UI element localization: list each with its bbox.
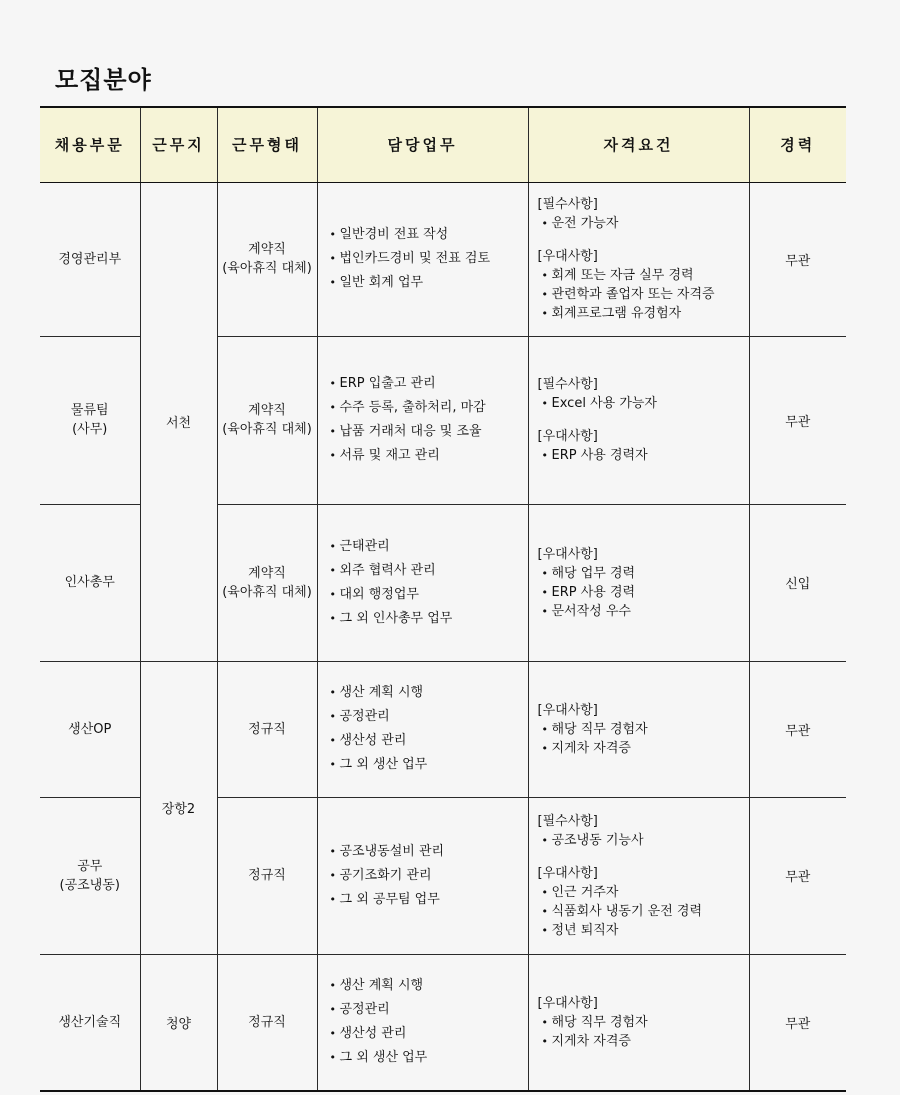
list-item: • 정년 퇴직자 (542, 921, 749, 940)
qualification-section (538, 864, 749, 940)
list-item: • 납품 거래처 대응 및 조율 (330, 420, 528, 444)
list-item: • 서류 및 재고 관리 (330, 444, 528, 468)
qualification-header: [필수사항] (537, 377, 598, 392)
header-dept: 채용부문 (40, 107, 140, 182)
cell-line: 물류팀 (70, 403, 109, 418)
list-item: • 관련학과 졸업자 또는 자격증 (542, 285, 749, 304)
duties-cell (317, 954, 528, 1091)
employment-type-cell (217, 504, 317, 661)
qualification-header: [우대사항] (537, 995, 598, 1011)
qualifications-cell (528, 182, 749, 336)
list-item: • 해당 직무 경험자 (542, 720, 749, 739)
table-row (40, 182, 846, 336)
list-item: • 식품회사 냉동기 운전 경력 (542, 902, 749, 921)
career-cell: 무관 (749, 336, 846, 504)
qualifications-cell (528, 797, 749, 954)
qualification-section (538, 195, 749, 233)
cell-line: 공무 (77, 858, 103, 874)
page-title: 모집분야 (55, 66, 152, 94)
dept-cell (40, 182, 140, 336)
table-header-row (40, 107, 846, 182)
list-item: • 대외 행정업무 (330, 583, 528, 607)
list-item: • 그 외 생산 업무 (330, 1046, 528, 1070)
qualifications-cell (528, 954, 749, 1091)
cell-line: (육아휴직 대체) (222, 261, 312, 276)
duties-cell (317, 504, 528, 661)
location-cell: 청양 (140, 954, 217, 1091)
dept-cell (40, 504, 140, 661)
dept-cell (40, 954, 140, 1091)
list-item: • 수주 등록, 출하처리, 마감 (330, 396, 528, 420)
cell-line: (육아휴직 대체) (222, 584, 312, 600)
cell-line: 정규직 (248, 868, 286, 883)
dept-cell (40, 336, 140, 504)
career-cell: 무관 (749, 954, 846, 1091)
list-item: • 지게차 자격증 (542, 1032, 749, 1051)
list-item: • 인근 거주자 (542, 883, 749, 902)
list-item: • 회계 또는 자금 실무 경력 (542, 266, 749, 285)
list-item: • 외주 협력사 관리 (330, 559, 528, 583)
dept-cell (40, 661, 140, 797)
qualification-section (538, 812, 749, 850)
qualification-section (538, 701, 749, 758)
list-item: • 법인카드경비 및 전표 검토 (330, 247, 528, 271)
duties-cell (317, 182, 528, 336)
header-location: 근무지 (140, 107, 217, 182)
cell-line: 생산기술직 (58, 1014, 122, 1030)
list-item: • 공정관리 (330, 998, 528, 1022)
list-item: • ERP 사용 경력 (542, 583, 749, 602)
qualifications-cell (528, 504, 749, 661)
list-item: • 그 외 생산 업무 (330, 753, 528, 777)
career-cell: 무관 (749, 661, 846, 797)
list-item: • 문서작성 우수 (542, 602, 749, 621)
list-item: • 공기조화기 관리 (330, 864, 528, 888)
list-item: • 공정관리 (330, 705, 528, 729)
list-item: • ERP 사용 경력자 (542, 446, 749, 465)
list-item: • Excel 사용 가능자 (542, 394, 749, 413)
qualification-header: [우대사항] (537, 865, 598, 881)
qualification-section (538, 375, 749, 413)
qualification-header: [필수사항] (537, 813, 598, 829)
list-item: • 근태관리 (330, 535, 528, 559)
list-item: • 회계프로그램 유경험자 (542, 304, 749, 323)
list-item: • 생산성 관리 (330, 1022, 528, 1046)
employment-type-cell (217, 954, 317, 1091)
employment-type-cell (217, 182, 317, 336)
career-cell: 무관 (749, 797, 846, 954)
qualification-header: [우대사항] (537, 249, 598, 264)
qualifications-cell (528, 661, 749, 797)
cell-line: 생산OP (68, 721, 112, 737)
list-item: • 공조냉동 기능사 (542, 831, 749, 850)
qualification-header: [필수사항] (537, 197, 598, 212)
header-type: 근무형태 (217, 107, 317, 182)
duties-cell (317, 661, 528, 797)
cell-line: 정규직 (248, 1014, 286, 1030)
table-row (40, 954, 846, 1091)
recruitment-table (40, 106, 846, 1092)
header-qualifications: 자격요건 (528, 107, 749, 182)
qualification-header: [우대사항] (537, 429, 598, 444)
cell-line: 계약직 (248, 242, 286, 257)
list-item: • 생산 계획 시행 (330, 974, 528, 998)
qualification-section (538, 427, 749, 465)
location-cell: 장항2 (140, 661, 217, 954)
qualifications-cell (528, 336, 749, 504)
duties-cell (317, 336, 528, 504)
qualification-section (538, 994, 749, 1051)
list-item: • 일반경비 전표 작성 (330, 223, 528, 247)
list-item: • 생산 계획 시행 (330, 681, 528, 705)
list-item: • 공조냉동설비 관리 (330, 840, 528, 864)
table-row (40, 661, 846, 797)
cell-line: (육아휴직 대체) (222, 422, 312, 437)
list-item: • 운전 가능자 (542, 214, 749, 233)
cell-line: 정규직 (248, 721, 286, 737)
list-item: • 해당 직무 경험자 (542, 1013, 749, 1032)
location-cell: 서천 (140, 182, 217, 661)
list-item: • 그 외 공무팀 업무 (330, 888, 528, 912)
cell-line: 계약직 (248, 565, 286, 581)
cell-line: (사무) (72, 422, 108, 437)
list-item: • 생산성 관리 (330, 729, 528, 753)
employment-type-cell (217, 661, 317, 797)
cell-line: 인사총무 (64, 575, 115, 590)
dept-cell (40, 797, 140, 954)
career-cell: 신입 (749, 504, 846, 661)
cell-line: 계약직 (248, 403, 286, 418)
header-duties: 담당업무 (317, 107, 528, 182)
cell-line: (공조냉동) (59, 877, 120, 893)
qualification-header: [우대사항] (537, 546, 598, 562)
list-item: • 일반 회계 업무 (330, 271, 528, 295)
qualification-header: [우대사항] (537, 702, 598, 718)
qualification-section (538, 545, 749, 621)
list-item: • 그 외 인사총무 업무 (330, 607, 528, 631)
employment-type-cell (217, 797, 317, 954)
cell-line: 경영관리부 (58, 251, 122, 267)
list-item: • 지게차 자격증 (542, 739, 749, 758)
list-item: • 해당 업무 경력 (542, 564, 749, 583)
list-item: • ERP 입출고 관리 (330, 372, 528, 396)
career-cell: 무관 (749, 182, 846, 336)
header-career: 경력 (749, 107, 846, 182)
duties-cell (317, 797, 528, 954)
employment-type-cell (217, 336, 317, 504)
qualification-section (538, 247, 749, 323)
